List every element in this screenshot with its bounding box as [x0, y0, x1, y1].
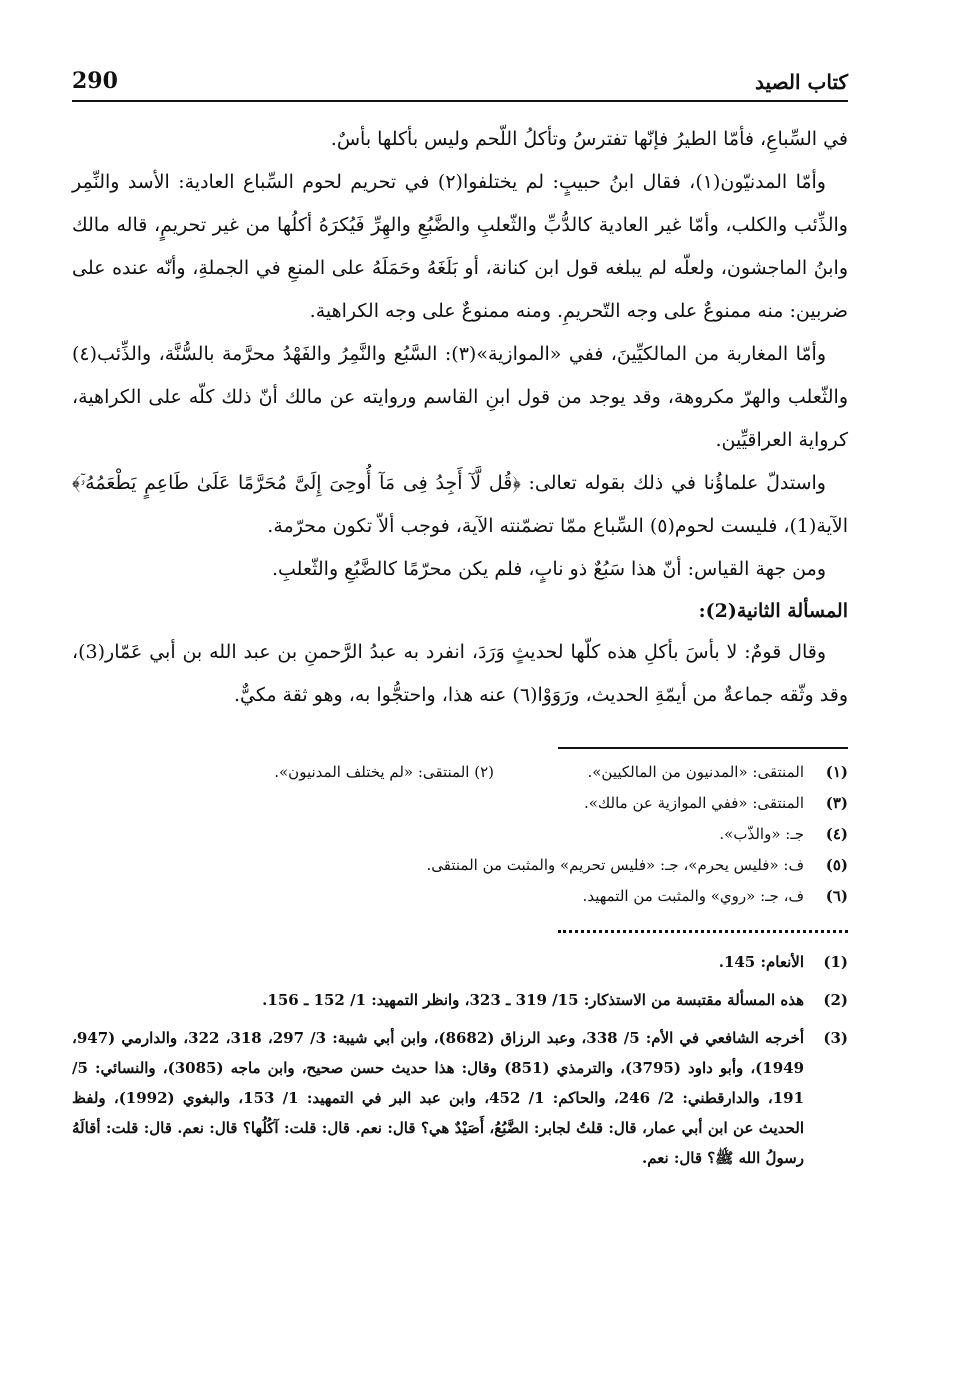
footnote-text: أخرجه الشافعي في الأم: 5/ 338، وعبد الرزاق (8682)، وابن أبي شيبة: 3/ 297، 318، 322، والدارمي (947، 1949)، وأبو داود (3795)، والترمذي (851) وقال: هذا حديث حسن صحيح، وابن ماجه (3085)، والنسائي: 5/ 191، والدارقطني: 2/ 246، والحاكم: 1/ 452، وابن عبد البر في التمهيد: 1/ 153، والبغوي (1992)، ولفظ الحديث عن ابن أبي عمار، قال: قلتُ لجابر: الضَّبُعُ، أَصَيْدٌ هي؟ قال: نعم. قال: قلت: آكُلُها؟ قال: نعم. قال: قلت: أقالَهُ رسولُ الله ﷺ؟ قال: نعم.: [72, 1029, 805, 1167]
footnote-number: (٥): [825, 856, 848, 874]
footnote-row: [72, 985, 848, 1015]
paragraph-3: وأمّا المغاربة من المالكيِّينَ، ففي «الموازية»(٣): السَّبُع والنَّمِرُ والفَهْدُ محرَّمة بالسُّنَّة، والذِّئب(٤) والثّعلب والهرّ مكروهة، وقد يوجد من قول ابنِ القاسم وروايته عن مالك أنّ ذلك كلّه على الكراهية، كرواية العراقيِّين.: [72, 343, 848, 451]
paragraph-4: واستدلّ علماؤُنا في ذلك بقوله تعالى: ﴿قُل لَّآ أَجِدُ فِى مَآ أُوحِىَ إِلَىَّ مُحَرَّمًا عَلَىٰ طَاعِمٍ يَطْعَمُهُۥٓ﴾ الآية(1)، فليست لحوم(٥) السِّباع ممّا تضمّنته الآية، فوجب ألاّ تكون محرّمة.: [72, 472, 848, 537]
annotator-footnotes: [72, 947, 848, 1173]
main-text: [72, 118, 848, 717]
footnote-text: المنتقى: «ففي الموازية عن مالك».: [583, 794, 804, 812]
footnote-text: هذه المسألة مقتبسة من الاستذكار: 15/ 319 ـ 323، وانظر التمهيد: 1/ 152 ـ 156.: [262, 991, 804, 1009]
footnote-number: (2): [823, 991, 848, 1009]
footnote-number: (٤): [825, 825, 848, 843]
footnote-text: (٢) المنتقى: «لم يختلف المدنيون».: [274, 763, 494, 781]
footnote-row: [72, 757, 848, 788]
book-page: [72, 60, 848, 1360]
footnote-row: [72, 819, 848, 850]
running-title: كتاب الصيد: [755, 70, 848, 94]
paragraph-5: ومن جهة القياس: أنّ هذا سَبُعٌ ذو نابٍ، فلم يكن محرّمًا كالضَّبُعِ والثّعلبِ.: [271, 558, 826, 580]
paragraph-1: في السِّباعِ، فأمّا الطيرُ فإنّها تفترسُ وتأكلُ اللّحم وليس بأكلها بأسٌ.: [330, 128, 848, 150]
footnote-text: المنتقى: «المدنيون من المالكيين».: [587, 763, 804, 781]
footnote-row: [72, 850, 848, 881]
page-number: 290: [72, 68, 118, 94]
footnote-text: الأنعام: 145.: [718, 953, 804, 971]
footnote-row: [72, 947, 848, 977]
footnote-text: ف: «فليس يحرم»، جـ: «فليس تحريم» والمثبت من المنتقى.: [426, 856, 804, 874]
footnote-separator: [558, 747, 848, 749]
section-heading: المسألة الثانية(2):: [698, 600, 848, 622]
footnote-row: [72, 881, 848, 912]
footnote-number: (1): [823, 953, 848, 971]
editor-footnotes: [72, 757, 848, 912]
page-header: [72, 60, 848, 102]
paragraph-6: وقال قومٌ: لا بأسَ بأكلِ هذه كلّها لحديثٍ وَرَدَ، انفرد به عبدُ الرَّحمنِ بن عبد الله بن أبي عَمّار(3)، وقد وثّقه جماعةٌ من أيمّةِ الحديث، ورَوَوْا(٦) عنه هذا، واحتجُّوا به، وهو ثقة مكيٌّ.: [72, 641, 848, 706]
footnote-number: (٣): [825, 794, 848, 812]
footnote-number: (٦): [825, 887, 848, 905]
footnote-row: [72, 1023, 848, 1173]
footnote-number: (١): [825, 763, 848, 781]
footnote-number: (3): [823, 1029, 848, 1047]
paragraph-2: وأمّا المدنيّون(١)، فقال ابنُ حبيبٍ: لم يختلفوا(٢) في تحريم لحوم السِّباع العادية: الأسد والنِّمِر والذِّئب والكلب، وأمّا غير العادية كالدُّبِّ والثّعلبِ والضَّبُعِ والهِرِّ فَيُكرَهُ أكلُها من غير تحريمٍ، قاله مالك وابنُ الماجشون، ولعلّه لم يبلغه قول ابن كنانة، أو بَلَغَهُ وحَمَلَهُ على المنعِ في الجملةِ، وأنّه عنده على ضربين: منه ممنوعٌ على وجه التّحريمِ. ومنه ممنوعٌ على وجه الكراهية.: [72, 171, 848, 322]
footnote-text: ف، جـ: «روي» والمثبت من التمهيد.: [582, 887, 804, 905]
dotted-separator: [558, 930, 848, 933]
footnote-row: [72, 788, 848, 819]
footnote-text: جـ: «والذّب».: [719, 825, 804, 843]
